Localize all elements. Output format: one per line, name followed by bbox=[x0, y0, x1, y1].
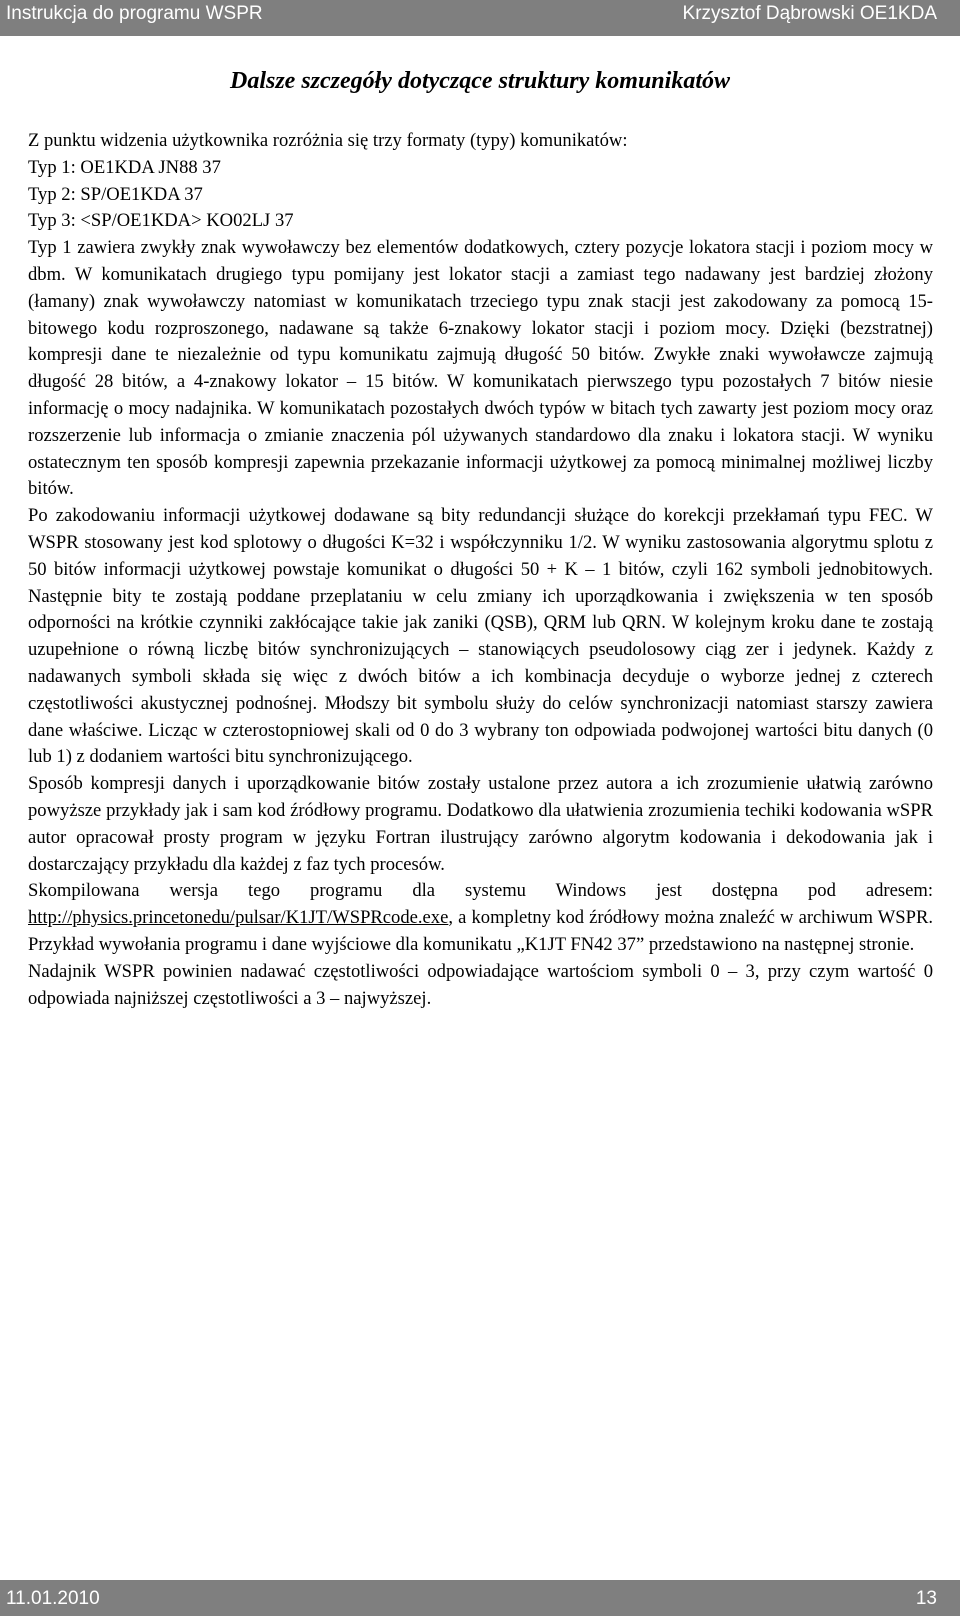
header-author: Krzysztof Dąbrowski OE1KDA bbox=[682, 3, 937, 24]
page-footer bbox=[0, 1580, 960, 1616]
paragraph-compression: Typ 1 zawiera zwykły znak wywoławczy bez elementów dodatkowych, cztery pozycje lokatora stacji i poziom mocy w dbm. W komunikatach drugiego typu pomijany jest lokator stacji a zamiast tego nadawany jest bardziej złożony (łamany) znak wywoławczy natomiast w komunikatach trzeciego typu znak stacji jest zakodowany za pomocą 15-bitowego kodu rozproszonego, nadawane są także 6-znakowy lokator stacji i poziom mocy. Dzięki (bezstratnej) kompresji dane te niezależnie od typu komunikatu zajmują długość 50 bitów. Zwykłe znaki wywoławcze zajmują długość 28 bitów, a 4-znakowy lokator – 15 bitów. W komunikatach pierwszego typu pozostałych 7 bitów niesie informację o mocy nadajnika. W komunikatach pozostałych dwóch typów w bitach tych zawarty jest poziom mocy oraz rozszerzenie lub informacja o zmianie znaczenia pól używanych standardowo dla znaku i lokatora stacji. W wyniku ostatecznym ten sposób kompresji zapewnia przekazanie informacji użytkowej za pomocą minimalnej możliwej liczby bitów. bbox=[28, 237, 933, 500]
paragraph-transmitter: Nadajnik WSPR powinien nadawać częstotliwości odpowiadające wartościom symboli 0 – 3, przy czym wartość 0 odpowiada najniższej częstotliwości a 3 – najwyższej. bbox=[28, 960, 933, 1009]
format-type-3: Typ 3: <SP/OE1KDA> KO02LJ 37 bbox=[28, 210, 294, 232]
intro-line: Z punktu widzenia użytkownika rozróżnia się trzy formaty (typy) komunikatów: bbox=[28, 130, 628, 151]
section-title: Dalsze szczegóły dotyczące struktury komunikatów bbox=[229, 68, 730, 94]
download-link[interactable]: http://physics.princetonedu/pulsar/K1JT/WSPRcode.exe bbox=[28, 907, 449, 929]
page-header bbox=[0, 0, 960, 36]
footer-date: 11.01.2010 bbox=[6, 1588, 100, 1609]
download-rest: , a kompletny kod źródłowy można znaleźć w archiwum WSPR. Przykład wywołania programu i dane wyjściowe dla komunikatu „K1JT FN42 37” przedstawiono na następnej stronie. bbox=[28, 907, 933, 955]
format-type-2: Typ 2: SP/OE1KDA 37 bbox=[28, 183, 203, 205]
footer-page-number: 13 bbox=[915, 1588, 937, 1609]
format-type-1: Typ 1: OE1KDA JN88 37 bbox=[28, 156, 221, 178]
paragraph-download bbox=[28, 878, 933, 958]
document-body bbox=[28, 128, 933, 1012]
paragraph-example-program: Sposób kompresji danych i uporządkowanie bitów zostały ustalone przez autora a ich zrozumienie ułatwią zarówno powyższe przykłady jak i sam kod źródłowy programu. Dodatkowo dla ułatwienia zrozumienia techiki kodowania wSPR autor opracował prosty program w języku Fortran ilustrujący zarówno algorytm kodowania i dekodowania jak i dostarczający przykładu dla każdej z faz tych procesów. bbox=[28, 773, 933, 875]
paragraph-fec: Po zakodowaniu informacji użytkowej dodawane są bity redundancji służące do korekcji przekłamań typu FEC. W WSPR stosowany jest kod splotowy o długości K=32 i współczynniku 1/2. W wyniku zastosowania algorytmu splotu z 50 bitów informacji użytkowej powstaje komunikat o długości 50 + K – 1 bitów, czyli 162 symboli jednobitowych. Następnie bity te zostają poddane przeplataniu w celu zmiany ich uporządkowania i zwiększenia w ten sposób odporności na krótkie czynniki zakłócające takie jak zaniki (QSB), QRM lub QRN. W kolejnym kroku dane te zostają uzupełnione o równą liczbę bitów synchronizujących – stanowiących pseudolosowy ciąg zer i jedynek. Każdy z nadawanych symboli składa się więc z dwóch bitów a ich kombinacja decyduje o wyborze jednej z czterech częstotliwości akustycznej podnośnej. Młodszy bit symbolu służy do celów synchronizacji natomiast starszy zawiera dane właściwe. Licząc w czterostopniowej skali od 0 do 3 wybrany ton odpowiada podwojonej wartości bitu danych (0 lub 1) z dodaniem wartości bitu synchronizującego. bbox=[28, 505, 933, 768]
download-intro: Skompilowana wersja tego programu dla systemu Windows jest dostępna pod adresem: bbox=[28, 880, 933, 902]
header-document-title: Instrukcja do programu WSPR bbox=[6, 3, 263, 24]
